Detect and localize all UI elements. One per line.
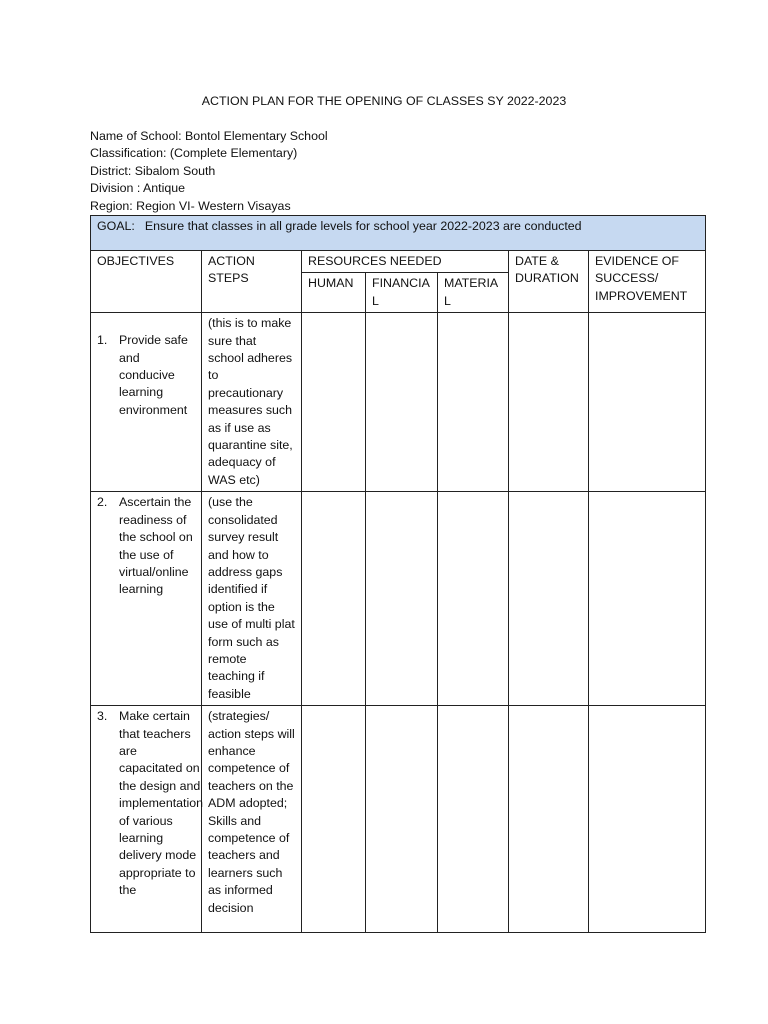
objective-number: 3. — [97, 709, 108, 724]
human-cell — [302, 492, 366, 706]
header-material: MATERIAL — [438, 273, 509, 313]
evidence-cell — [589, 706, 706, 933]
goal-row — [91, 216, 706, 251]
material-cell — [438, 706, 509, 933]
header-objectives: OBJECTIVES — [91, 251, 202, 313]
objective-number: 1. — [97, 333, 108, 348]
action-plan-table — [90, 215, 706, 933]
objective-text: Ascertain the readiness of the school on the use of virtual/online learning — [119, 495, 193, 597]
action-step-cell: (strategies/ action steps will enhance competence of teachers on the ADM adopted; Skills and competence of teachers and learners such as informed decision — [202, 706, 302, 933]
school-info — [90, 128, 328, 215]
school-region: Region: Region VI- Western Visayas — [90, 198, 291, 213]
evidence-cell — [589, 313, 706, 492]
objective-text: Provide safe and conducive learning environment — [119, 333, 188, 417]
objective-text: Make certain that teachers are capacitated on the design and implementation of various learning delivery mode appropriate to the — [119, 709, 204, 898]
school-division: Division : Antique — [90, 181, 186, 196]
header-resources-needed: RESOURCES NEEDED — [302, 251, 509, 273]
human-cell — [302, 313, 366, 492]
objective-cell — [91, 706, 202, 933]
header-human: HUMAN — [302, 273, 366, 313]
header-row — [91, 251, 706, 273]
school-classification: Classification: (Complete Elementary) — [90, 146, 298, 161]
action-step-cell: (use the consolidated survey result and how to address gaps identified if option is the use of multi plat form such as remote teaching if feasible — [202, 492, 302, 706]
financial-cell — [366, 706, 438, 933]
action-step-cell: (this is to make sure that school adheres to precautionary measures such as if use as quarantine site, adequacy of WAS etc) — [202, 313, 302, 492]
goal-text: Ensure that classes in all grade levels for school year 2022-2023 are conducted — [144, 219, 582, 233]
table-row — [91, 706, 706, 933]
document-title: ACTION PLAN FOR THE OPENING OF CLASSES SY 2022-2023 — [201, 94, 567, 108]
table-row — [91, 313, 706, 492]
material-cell — [438, 492, 509, 706]
date-cell — [509, 492, 589, 706]
evidence-cell — [589, 492, 706, 706]
goal-label: GOAL: — [97, 219, 135, 233]
date-cell — [509, 313, 589, 492]
table-row — [91, 492, 706, 706]
date-cell — [509, 706, 589, 933]
objective-cell — [91, 313, 202, 492]
human-cell — [302, 706, 366, 933]
header-date-duration: DATE & DURATION — [509, 251, 589, 313]
financial-cell — [366, 492, 438, 706]
material-cell — [438, 313, 509, 492]
objective-number: 2. — [97, 495, 108, 510]
header-action-steps: ACTION STEPS — [202, 251, 302, 313]
school-name: Name of School: Bontol Elementary School — [90, 129, 328, 143]
header-financial: FINANCIAL — [366, 273, 438, 313]
objective-cell — [91, 492, 202, 706]
goal-cell — [91, 216, 706, 251]
school-district: District: Sibalom South — [90, 163, 216, 178]
financial-cell — [366, 313, 438, 492]
header-evidence: EVIDENCE OF SUCCESS/ IMPROVEMENT — [589, 251, 706, 313]
